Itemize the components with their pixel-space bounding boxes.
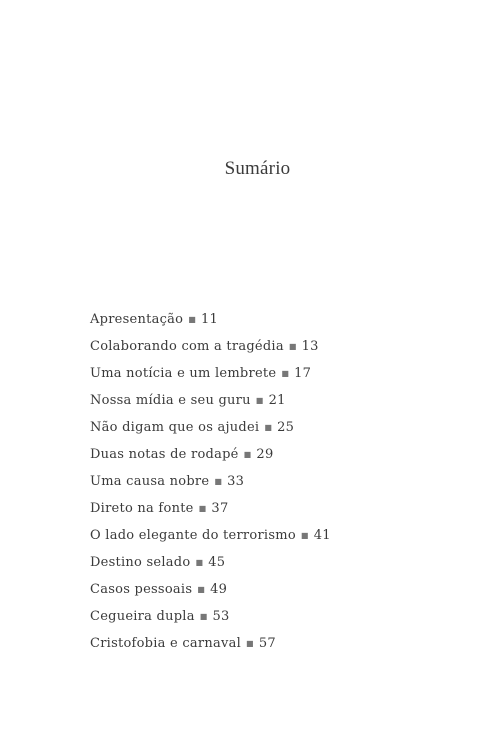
toc-entry-page: 37 bbox=[211, 501, 229, 516]
toc-entry-title: Uma causa nobre bbox=[90, 474, 210, 489]
toc-entry-title: Não digam que os ajudei bbox=[90, 420, 260, 435]
toc-entry-title: Direto na fonte bbox=[90, 501, 194, 516]
toc-entry bbox=[90, 414, 470, 441]
toc-entry-page: 49 bbox=[210, 582, 228, 597]
separator-icon: ■ bbox=[199, 612, 208, 621]
toc-entry-page: 41 bbox=[313, 528, 331, 543]
toc-entry-page: 57 bbox=[258, 636, 276, 651]
toc-entry bbox=[90, 576, 470, 603]
separator-icon: ■ bbox=[281, 369, 290, 378]
toc-entry-page: 11 bbox=[201, 312, 219, 327]
toc-entry-page: 33 bbox=[227, 474, 245, 489]
toc-entry bbox=[90, 549, 470, 576]
separator-icon: ■ bbox=[198, 504, 207, 513]
toc-entry-title: Duas notas de rodapé bbox=[90, 447, 239, 462]
separator-icon: ■ bbox=[300, 531, 309, 540]
separator-icon: ■ bbox=[195, 558, 204, 567]
toc-entry bbox=[90, 603, 470, 630]
toc-entry-title: Cristofobia e carnaval bbox=[90, 636, 241, 651]
toc-entry-title: Destino selado bbox=[90, 555, 191, 570]
toc-entry-title: O lado elegante do terrorismo bbox=[90, 528, 296, 543]
toc-entry bbox=[90, 495, 470, 522]
separator-icon: ■ bbox=[255, 396, 264, 405]
toc-entry-page: 53 bbox=[212, 609, 230, 624]
page-title: Sumário bbox=[224, 158, 291, 179]
toc-entry-page: 25 bbox=[277, 420, 295, 435]
toc-entry-title: Colaborando com a tragédia bbox=[90, 339, 284, 354]
toc-entry-title: Nossa mídia e seu guru bbox=[90, 393, 251, 408]
separator-icon: ■ bbox=[243, 450, 252, 459]
toc-entry-title: Apresentação bbox=[90, 312, 184, 327]
separator-icon: ■ bbox=[214, 477, 223, 486]
toc-entry bbox=[90, 387, 470, 414]
toc-entry bbox=[90, 306, 470, 333]
toc-entry bbox=[90, 630, 470, 657]
separator-icon: ■ bbox=[264, 423, 273, 432]
toc-entry bbox=[90, 360, 470, 387]
toc-entry-page: 21 bbox=[268, 393, 286, 408]
toc-entry-page: 17 bbox=[294, 366, 312, 381]
separator-icon: ■ bbox=[288, 342, 297, 351]
toc-entry-title: Casos pessoais bbox=[90, 582, 193, 597]
toc-entry-page: 13 bbox=[301, 339, 319, 354]
toc-entry bbox=[90, 441, 470, 468]
toc-entry-title: Cegueira dupla bbox=[90, 609, 195, 624]
toc-entry bbox=[90, 468, 470, 495]
toc-entry-page: 45 bbox=[208, 555, 226, 570]
toc-entry-title: Uma notícia e um lembrete bbox=[90, 366, 277, 381]
separator-icon: ■ bbox=[246, 639, 254, 648]
table-of-contents bbox=[90, 306, 470, 657]
toc-entry-page: 29 bbox=[256, 447, 274, 462]
toc-entry bbox=[90, 333, 470, 360]
toc-entry bbox=[90, 522, 470, 549]
separator-icon: ■ bbox=[188, 315, 196, 324]
separator-icon: ■ bbox=[197, 585, 206, 594]
